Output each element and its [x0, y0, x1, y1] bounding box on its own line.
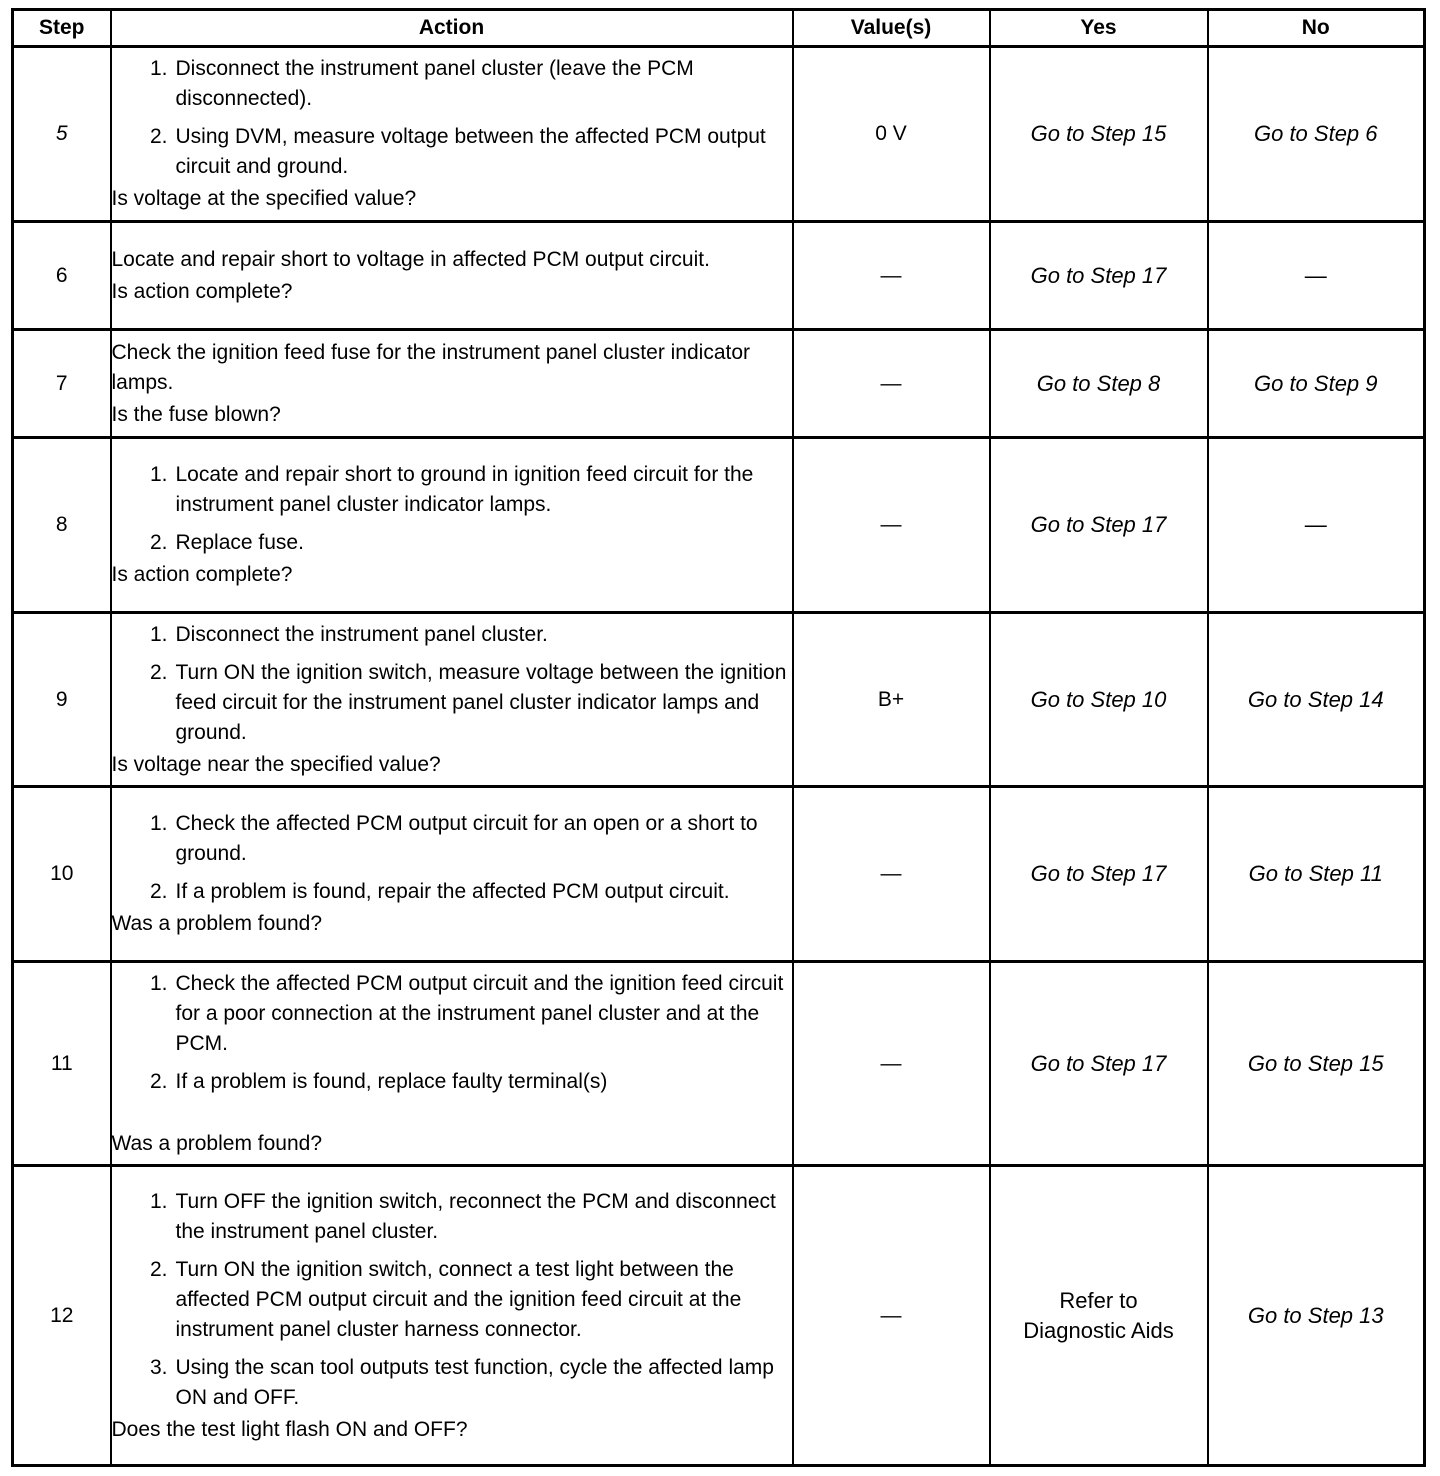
- table-row: [13, 1166, 1425, 1466]
- value-cell: —: [793, 962, 990, 1166]
- action-item: [112, 460, 792, 520]
- action-list: [112, 54, 792, 182]
- yes-cell: Go to Step 17: [990, 787, 1208, 962]
- item-number: 1.: [149, 463, 168, 486]
- step-number: 12: [13, 1166, 111, 1466]
- value-cell: —: [793, 787, 990, 962]
- item-text: Replace fuse.: [175, 531, 304, 554]
- no-cell: Go to Step 6: [1208, 47, 1425, 222]
- value-cell: —: [793, 1166, 990, 1466]
- no-cell: Go to Step 13: [1208, 1166, 1425, 1466]
- item-number: 1.: [149, 57, 168, 80]
- yes-cell: Go to Step 15: [990, 47, 1208, 222]
- header-step: Step: [13, 10, 111, 47]
- step-number: 10: [13, 787, 111, 962]
- action-question: Is action complete?: [111, 563, 293, 586]
- action-list: [112, 620, 792, 748]
- yes-cell: Go to Step 8: [990, 330, 1208, 438]
- item-number: 1.: [149, 1189, 168, 1213]
- action-item: [112, 1255, 792, 1345]
- yes-cell: Go to Step 17: [990, 438, 1208, 613]
- table-row: [13, 787, 1425, 962]
- item-number: 2.: [149, 660, 168, 684]
- item-number: 2.: [149, 1069, 168, 1093]
- action-cell: [111, 222, 793, 330]
- header-row: [13, 10, 1425, 47]
- action-cell: [111, 330, 793, 438]
- action-text: Locate and repair short to voltage in affected PCM output circuit.: [111, 247, 710, 271]
- step-number: 6: [13, 222, 111, 330]
- item-text: Turn OFF the ignition switch, reconnect the PCM and disconnect the instrument panel cluster.: [175, 1189, 776, 1243]
- step-number: 11: [13, 962, 111, 1166]
- table-row: [13, 613, 1425, 787]
- yes-cell: Go to Step 17: [990, 962, 1208, 1166]
- table-row: [13, 438, 1425, 613]
- yes-cell: [990, 1166, 1208, 1466]
- diagnostic-table-container: [11, 8, 1423, 1467]
- no-cell: Go to Step 15: [1208, 962, 1425, 1166]
- value-cell: —: [793, 222, 990, 330]
- item-text: Check the affected PCM output circuit for an open or a short to ground.: [175, 812, 758, 865]
- item-number: 2.: [149, 125, 168, 148]
- action-list: [112, 969, 792, 1097]
- action-item: [112, 54, 792, 114]
- item-text: Disconnect the instrument panel cluster (leave the PCM disconnected).: [175, 57, 694, 110]
- action-question: Does the test light flash ON and OFF?: [111, 1417, 468, 1441]
- header-action: Action: [111, 10, 793, 47]
- item-text: If a problem is found, repair the affected PCM output circuit.: [175, 880, 730, 903]
- action-cell: [111, 613, 793, 787]
- yes-cell: Go to Step 17: [990, 222, 1208, 330]
- item-number: 2.: [149, 531, 168, 554]
- value-cell: B+: [793, 613, 990, 787]
- no-cell: [1208, 222, 1425, 330]
- action-cell: [111, 1166, 793, 1466]
- step-number: 8: [13, 438, 111, 613]
- table-row: [13, 962, 1425, 1166]
- no-cell: [1208, 438, 1425, 613]
- action-question: Is voltage at the specified value?: [111, 187, 417, 210]
- action-cell: [111, 962, 793, 1166]
- action-list: [112, 1187, 792, 1413]
- item-number: 1.: [149, 971, 168, 995]
- item-text: Using DVM, measure voltage between the affected PCM output circuit and ground.: [175, 125, 766, 178]
- item-text: Disconnect the instrument panel cluster.: [175, 622, 548, 646]
- action-item: [112, 122, 792, 182]
- value-cell: —: [793, 438, 990, 613]
- step-number: 5: [13, 47, 111, 222]
- value-cell: 0 V: [793, 47, 990, 222]
- action-cell: [111, 438, 793, 613]
- item-text: Locate and repair short to ground in ignition feed circuit for the instrument panel cluster indicator lamps.: [175, 463, 754, 516]
- action-item: [112, 658, 792, 748]
- yes-cell: Go to Step 10: [990, 613, 1208, 787]
- table-row: [13, 47, 1425, 222]
- item-number: 3.: [149, 1355, 168, 1379]
- action-item: [112, 877, 792, 907]
- header-yes: Yes: [990, 10, 1208, 47]
- action-list: [112, 460, 792, 558]
- action-item: [112, 809, 792, 869]
- no-cell: Go to Step 9: [1208, 330, 1425, 438]
- item-text: Turn ON the ignition switch, connect a test light between the affected PCM output circuit and the ignition feed circuit at the instrument panel cluster harness connector.: [175, 1257, 742, 1341]
- action-item: [112, 1067, 792, 1097]
- item-text: Turn ON the ignition switch, measure voltage between the ignition feed circuit for the instrument panel cluster indicator lamps and ground.: [175, 660, 787, 744]
- no-cell: Go to Step 14: [1208, 613, 1425, 787]
- item-number: 2.: [149, 1257, 168, 1281]
- item-number: 1.: [149, 622, 168, 646]
- action-question: Is voltage near the specified value?: [111, 752, 441, 776]
- no-dash: —: [1304, 512, 1327, 537]
- action-list: [112, 809, 792, 907]
- item-text: If a problem is found, replace faulty terminal(s): [175, 1069, 608, 1093]
- header-values: Value(s): [793, 10, 990, 47]
- action-cell: [111, 47, 793, 222]
- action-item: [112, 620, 792, 650]
- action-item: [112, 969, 792, 1059]
- no-dash: —: [1304, 262, 1327, 288]
- item-text: Check the affected PCM output circuit and the ignition feed circuit for a poor connection at the instrument panel cluster and at the PCM.: [175, 971, 784, 1055]
- action-text: Check the ignition feed fuse for the instrument panel cluster indicator lamps.: [111, 340, 751, 394]
- diagnostic-table: [11, 8, 1426, 1467]
- value-cell: —: [793, 330, 990, 438]
- item-number: 2.: [149, 880, 168, 903]
- table-row: [13, 222, 1425, 330]
- table-row: [13, 330, 1425, 438]
- step-number: 9: [13, 613, 111, 787]
- action-question: Is the fuse blown?: [111, 402, 281, 426]
- action-question: Is action complete?: [111, 279, 293, 303]
- yes-line-2: Diagnostic Aids: [1023, 1317, 1174, 1343]
- action-cell: [111, 787, 793, 962]
- action-question: Was a problem found?: [111, 912, 323, 935]
- step-number: 7: [13, 330, 111, 438]
- action-item: [112, 1353, 792, 1413]
- action-question: Was a problem found?: [111, 1131, 323, 1155]
- action-item: [112, 528, 792, 558]
- no-cell: Go to Step 11: [1208, 787, 1425, 962]
- item-text: Using the scan tool outputs test function, cycle the affected lamp ON and OFF.: [175, 1355, 774, 1409]
- yes-line-1: Refer to: [1059, 1287, 1138, 1313]
- header-no: No: [1208, 10, 1425, 47]
- item-number: 1.: [149, 812, 168, 835]
- action-item: [112, 1187, 792, 1247]
